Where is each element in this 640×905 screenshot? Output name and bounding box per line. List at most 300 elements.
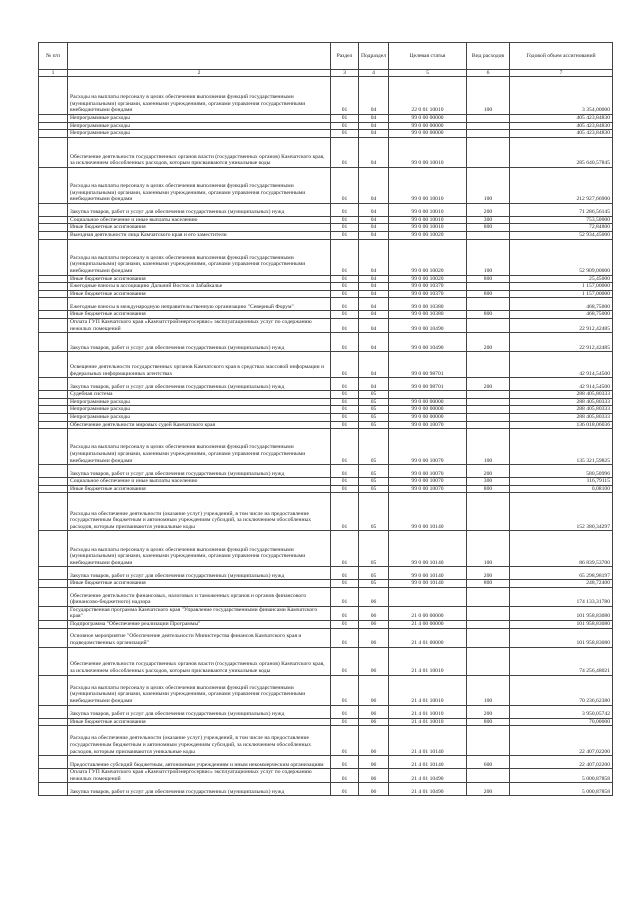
row-number: [39, 580, 68, 588]
row-subsection: 04: [359, 115, 389, 123]
row-expense-type: [467, 352, 510, 378]
row-target-article: 99 0 00 00000: [389, 122, 467, 130]
row-section: 01: [331, 485, 359, 493]
row-expense-type: [467, 769, 510, 783]
table-row: [39, 239, 613, 275]
table-row: [39, 628, 613, 647]
row-section: 01: [331, 77, 359, 115]
row-name: Иные бюджетные ассигнования: [68, 224, 331, 232]
row-name: Расходы на выплаты персоналу в целях обеспечения выполнения функций государственными (муниципальными) органами, казенными учреждениями, органами управления государственными внебюджетными фондами: [68, 239, 331, 275]
row-subsection: 04: [359, 130, 389, 138]
row-section: 01: [331, 378, 359, 391]
row-section: 01: [331, 429, 359, 465]
row-amount: 288 405,80333: [510, 391, 613, 399]
row-number: [39, 567, 68, 580]
row-section: 01: [331, 647, 359, 675]
row-section: 01: [331, 122, 359, 130]
row-expense-type: 100: [467, 77, 510, 115]
row-expense-type: 100: [467, 531, 510, 567]
row-expense-type: 800: [467, 718, 510, 726]
table-header-row: [39, 43, 613, 70]
table-row: [39, 398, 613, 406]
row-amount: 86 839,53700: [510, 531, 613, 567]
row-name: Непрограммные расходы: [68, 398, 331, 406]
row-expense-type: [467, 647, 510, 675]
row-name: Закупка товаров, работ и услуг для обеспечения государственных (муниципальных) нужд: [68, 465, 331, 478]
table-row: [39, 485, 613, 493]
row-name: Оплата ГУП Камчатского края «Камчатстройэнергосервис» эксплуатационных услуг по содержанию нежилых помещений: [68, 769, 331, 783]
row-number: [39, 115, 68, 123]
row-amount: 468,75000: [510, 311, 613, 319]
row-subsection: 04: [359, 378, 389, 391]
row-target-article: 99 0 00 00000: [389, 413, 467, 421]
row-expense-type: 300: [467, 478, 510, 486]
table-row: [39, 224, 613, 232]
row-number: [39, 216, 68, 224]
row-section: 01: [331, 621, 359, 629]
row-number: [39, 283, 68, 291]
row-expense-type: 200: [467, 378, 510, 391]
row-name: Расходы на выплаты персоналу в целях обеспечения выполнения функций государственными (муниципальными) органами, казенными учреждениями, органами управления государственными внебюджетными фондами: [68, 429, 331, 465]
row-section: 01: [331, 311, 359, 319]
row-name: Ежегодные взносы в ассоциацию Дальний Восток и Забайкалье: [68, 283, 331, 291]
row-target-article: 22 0 01 10010: [389, 77, 467, 115]
row-expense-type: [467, 726, 510, 756]
row-number: [39, 77, 68, 115]
row-expense-type: 600: [467, 756, 510, 769]
row-subsection: 06: [359, 756, 389, 769]
row-target-article: 99 0 00 10140: [389, 580, 467, 588]
table-row: [39, 675, 613, 705]
row-target-article: 99 0 00 10070: [389, 485, 467, 493]
row-amount: 65 298,98197: [510, 567, 613, 580]
column-index: 6: [467, 70, 510, 77]
row-expense-type: [467, 137, 510, 167]
row-name: Расходы на выплаты персоналу в целях обеспечения выполнения функций государственными (муниципальными) органами, казенными учреждениями, органами управления государственными внебюджетными фондами: [68, 675, 331, 705]
row-target-article: 21 4 01 00000: [389, 628, 467, 647]
row-target-article: 21 4 01 10010: [389, 675, 467, 705]
row-name: Социальное обеспечение и иные выплаты населению: [68, 216, 331, 224]
row-section: 01: [331, 769, 359, 783]
row-subsection: 04: [359, 137, 389, 167]
row-number: [39, 478, 68, 486]
row-target-article: 99 0 00 10140: [389, 531, 467, 567]
header-section: Раздел: [331, 43, 359, 70]
row-subsection: 06: [359, 783, 389, 796]
row-number: [39, 429, 68, 465]
row-name: Обеспечение деятельности финансовых, налоговых и таможенных органов и органов финансового (финансово-бюджетного) надзора: [68, 587, 331, 606]
row-target-article: 21 4 01 10490: [389, 783, 467, 796]
row-name: Судебная система: [68, 391, 331, 399]
row-section: 01: [331, 413, 359, 421]
row-section: 01: [331, 391, 359, 399]
row-subsection: 04: [359, 311, 389, 319]
row-name: Расходы на обеспечение деятельности (оказание услуг) учреждений, в том числе на предоставление государственным бюджетным и автономным учреждениям субсидий, за исключением обособленных расходов, которым присваиваются уникальные коды: [68, 493, 331, 531]
row-amount: 405 423,84830: [510, 130, 613, 138]
row-amount: 248,72400: [510, 580, 613, 588]
row-amount: 1 157,00000: [510, 290, 613, 298]
table-row: [39, 465, 613, 478]
row-name: Иные бюджетные ассигнования: [68, 485, 331, 493]
table-row: [39, 567, 613, 580]
row-number: [39, 391, 68, 399]
row-section: 01: [331, 718, 359, 726]
table-row: [39, 478, 613, 486]
row-section: 01: [331, 283, 359, 291]
row-name: Обеспечение деятельности государственных органов власти (государственных органов) Камчатского края, за исключением обособленных расходов, которым присваиваются уникальные коды: [68, 137, 331, 167]
row-amount: 212 927,66900: [510, 167, 613, 203]
row-amount: 22 407,02200: [510, 756, 613, 769]
row-section: 01: [331, 298, 359, 311]
row-amount: 25,45000: [510, 275, 613, 283]
row-number: [39, 231, 68, 239]
row-expense-type: [467, 122, 510, 130]
row-number: [39, 621, 68, 629]
row-amount: 405 423,84830: [510, 115, 613, 123]
row-target-article: 99 0 00 10010: [389, 216, 467, 224]
table-row: [39, 137, 613, 167]
row-name: Основное мероприятие "Обеспечение деятельности Министерства финансов Камчатского края и подведомственных организаций": [68, 628, 331, 647]
row-target-article: 99 0 00 10380: [389, 298, 467, 311]
row-subsection: 04: [359, 275, 389, 283]
row-number: [39, 224, 68, 232]
row-amount: 22 912,42485: [510, 318, 613, 332]
row-subsection: 06: [359, 769, 389, 783]
row-name: Непрограммные расходы: [68, 130, 331, 138]
row-expense-type: 200: [467, 705, 510, 718]
row-section: 01: [331, 726, 359, 756]
table-row: [39, 298, 613, 311]
row-target-article: 99 0 00 10010: [389, 203, 467, 216]
table-row: [39, 621, 613, 629]
header-number: № п/п: [39, 43, 68, 70]
row-number: [39, 647, 68, 675]
row-amount: 288 405,80333: [510, 413, 613, 421]
row-expense-type: 200: [467, 567, 510, 580]
row-amount: 152 380,34297: [510, 493, 613, 531]
column-index: 3: [331, 70, 359, 77]
row-name: Иные бюджетные ассигнования: [68, 718, 331, 726]
table-row: [39, 531, 613, 567]
row-name: Выездная деятельности лица Камчатского края и его заместители: [68, 231, 331, 239]
row-amount: 174 133,31780: [510, 587, 613, 606]
row-expense-type: 800: [467, 290, 510, 298]
row-section: 01: [331, 406, 359, 414]
row-number: [39, 378, 68, 391]
table-row: [39, 705, 613, 718]
row-amount: 72,84800: [510, 224, 613, 232]
table-row: [39, 413, 613, 421]
table-row: [39, 311, 613, 319]
row-subsection: 05: [359, 580, 389, 588]
row-section: 01: [331, 705, 359, 718]
row-section: 01: [331, 628, 359, 647]
row-subsection: 05: [359, 429, 389, 465]
row-section: 01: [331, 333, 359, 352]
row-amount: 288 405,80333: [510, 406, 613, 414]
row-subsection: 04: [359, 290, 389, 298]
row-number: [39, 587, 68, 606]
row-amount: 70 236,62380: [510, 675, 613, 705]
row-name: Непрограммные расходы: [68, 406, 331, 414]
table-row: [39, 769, 613, 783]
row-section: 01: [331, 675, 359, 705]
row-expense-type: 100: [467, 239, 510, 275]
row-subsection: 05: [359, 413, 389, 421]
row-section: 01: [331, 421, 359, 429]
row-section: 01: [331, 606, 359, 620]
row-name: Непрограммные расходы: [68, 122, 331, 130]
row-number: [39, 705, 68, 718]
row-subsection: 04: [359, 122, 389, 130]
row-amount: 5 000,87858: [510, 769, 613, 783]
table-row: [39, 606, 613, 620]
row-subsection: 04: [359, 283, 389, 291]
row-target-article: 99 0 00 00000: [389, 398, 467, 406]
row-name: Иные бюджетные ассигнования: [68, 290, 331, 298]
row-number: [39, 275, 68, 283]
row-subsection: 05: [359, 478, 389, 486]
row-subsection: 05: [359, 465, 389, 478]
column-index: 2: [68, 70, 331, 77]
row-subsection: 04: [359, 216, 389, 224]
column-index: 5: [389, 70, 467, 77]
row-amount: 135 321,59825: [510, 429, 613, 465]
row-amount: 3 950,05742: [510, 705, 613, 718]
table-row: [39, 333, 613, 352]
row-expense-type: [467, 130, 510, 138]
row-target-article: 21 4 01 10010: [389, 647, 467, 675]
budget-table: [38, 42, 613, 796]
row-number: [39, 130, 68, 138]
row-number: [39, 493, 68, 531]
table-row: [39, 231, 613, 239]
row-section: 01: [331, 216, 359, 224]
row-target-article: 99 0 00 10010: [389, 224, 467, 232]
row-subsection: 05: [359, 493, 389, 531]
header-annual-amount: Годовой объем ассигнований: [510, 43, 613, 70]
row-name: Непрограммные расходы: [68, 115, 331, 123]
row-expense-type: 800: [467, 224, 510, 232]
table-row: [39, 783, 613, 796]
table-row: [39, 421, 613, 429]
row-expense-type: [467, 606, 510, 620]
row-name: Закупка товаров, работ и услуг для обеспечения государственных (муниципальных) нужд: [68, 705, 331, 718]
row-subsection: 06: [359, 726, 389, 756]
row-subsection: 06: [359, 628, 389, 647]
row-section: 01: [331, 167, 359, 203]
row-target-article: 99 0 00 10490: [389, 333, 467, 352]
row-section: 01: [331, 465, 359, 478]
row-expense-type: 300: [467, 216, 510, 224]
row-expense-type: [467, 493, 510, 531]
row-name: Обеспечение деятельности государственных органов власти (государственных органов) Камчатского края, за исключением обособленных расходов, которым присваиваются уникальные коды: [68, 647, 331, 675]
row-amount: 5 000,87858: [510, 783, 613, 796]
row-name: Иные бюджетные ассигнования: [68, 311, 331, 319]
row-target-article: 99 0 00 10020: [389, 239, 467, 275]
row-target-article: 99 0 00 10380: [389, 311, 467, 319]
row-number: [39, 413, 68, 421]
row-expense-type: [467, 283, 510, 291]
row-section: 01: [331, 130, 359, 138]
row-subsection: 04: [359, 298, 389, 311]
table-row: [39, 580, 613, 588]
row-section: 01: [331, 224, 359, 232]
row-name: Закупка товаров, работ и услуг для обеспечения государственных (муниципальных) нужд: [68, 783, 331, 796]
row-subsection: 06: [359, 705, 389, 718]
row-amount: 22 912,42485: [510, 333, 613, 352]
row-target-article: 21 4 01 10490: [389, 769, 467, 783]
table-row: [39, 587, 613, 606]
row-target-article: 99 0 00 10490: [389, 318, 467, 332]
row-number: [39, 726, 68, 756]
row-subsection: 04: [359, 203, 389, 216]
row-subsection: 05: [359, 485, 389, 493]
table-row: [39, 318, 613, 332]
row-target-article: 99 0 00 10020: [389, 275, 467, 283]
row-expense-type: [467, 406, 510, 414]
row-target-article: 99 0 00 00000: [389, 130, 467, 138]
row-number: [39, 769, 68, 783]
row-number: [39, 485, 68, 493]
row-number: [39, 318, 68, 332]
row-amount: 42 914,54500: [510, 352, 613, 378]
table-row: [39, 378, 613, 391]
row-subsection: 06: [359, 606, 389, 620]
row-name: Оплата ГУП Камчатского края «Камчатстройэнергосервис» эксплуатационных услуг по содержанию нежилых помещений: [68, 318, 331, 332]
column-index: 1: [39, 70, 68, 77]
row-name: Государственная программа Камчатского края "Управление государственными финансами Камчатского края": [68, 606, 331, 620]
row-number: [39, 531, 68, 567]
row-amount: 42 914,54500: [510, 378, 613, 391]
row-target-article: 99 0 00 10070: [389, 465, 467, 478]
table-row: [39, 275, 613, 283]
row-amount: 405 423,84830: [510, 122, 613, 130]
row-amount: 1 157,00000: [510, 283, 613, 291]
row-section: 01: [331, 352, 359, 378]
row-name: Подпрограмма "Обеспечение реализации Программы": [68, 621, 331, 629]
row-subsection: 06: [359, 621, 389, 629]
row-section: 01: [331, 783, 359, 796]
row-section: 01: [331, 493, 359, 531]
row-number: [39, 122, 68, 130]
row-section: 01: [331, 203, 359, 216]
row-subsection: 04: [359, 224, 389, 232]
row-number: [39, 311, 68, 319]
row-amount: 288 405,80333: [510, 398, 613, 406]
column-index: 4: [359, 70, 389, 77]
row-section: 01: [331, 115, 359, 123]
table-row: [39, 130, 613, 138]
row-number: [39, 406, 68, 414]
row-number: [39, 352, 68, 378]
row-expense-type: 800: [467, 580, 510, 588]
row-number: [39, 333, 68, 352]
row-expense-type: 100: [467, 167, 510, 203]
row-target-article: 21 4 00 00000: [389, 621, 467, 629]
row-name: Закупка товаров, работ и услуг для обеспечения государственных (муниципальных) нужд: [68, 333, 331, 352]
row-expense-type: 200: [467, 203, 510, 216]
row-amount: 468,75000: [510, 298, 613, 311]
row-expense-type: [467, 621, 510, 629]
row-expense-type: 200: [467, 333, 510, 352]
row-subsection: 04: [359, 333, 389, 352]
row-target-article: 99 0 00 10070: [389, 429, 467, 465]
row-target-article: 21 4 01 10010: [389, 718, 467, 726]
row-expense-type: [467, 421, 510, 429]
row-target-article: 99 0 00 10370: [389, 290, 467, 298]
row-section: 01: [331, 580, 359, 588]
row-name: Освещение деятельности государственных органов Камчатского края в средствах массовой информации и федеральных информационных агентствах: [68, 352, 331, 378]
row-subsection: 06: [359, 718, 389, 726]
row-amount: 22 407,02200: [510, 726, 613, 756]
row-subsection: 06: [359, 587, 389, 606]
row-number: [39, 783, 68, 796]
row-amount: 52 934,45000: [510, 231, 613, 239]
row-target-article: 99 0 00 10070: [389, 421, 467, 429]
row-expense-type: [467, 391, 510, 399]
row-amount: 3 354,00000: [510, 77, 613, 115]
table-row: [39, 647, 613, 675]
row-section: 01: [331, 756, 359, 769]
table-row: [39, 167, 613, 203]
row-target-article: 21 4 01 10140: [389, 756, 467, 769]
row-number: [39, 290, 68, 298]
row-expense-type: 800: [467, 485, 510, 493]
row-name: Непрограммные расходы: [68, 413, 331, 421]
row-section: 01: [331, 275, 359, 283]
row-amount: 136 018,06036: [510, 421, 613, 429]
row-target-article: 99 0 00 10140: [389, 493, 467, 531]
row-target-article: 99 0 00 10020: [389, 231, 467, 239]
row-target-article: 99 0 00 10010: [389, 167, 467, 203]
row-name: Обеспечение деятельности мировых судей Камчатского края: [68, 421, 331, 429]
header-expense-type: Вид расходов: [467, 43, 510, 70]
table-row: [39, 203, 613, 216]
table-row: [39, 429, 613, 465]
row-amount: 52 909,00000: [510, 239, 613, 275]
table-row: [39, 77, 613, 115]
row-expense-type: [467, 231, 510, 239]
row-amount: 285 640,57845: [510, 137, 613, 167]
row-number: [39, 298, 68, 311]
row-section: 01: [331, 478, 359, 486]
row-name: Расходы на выплаты персоналу в целях обеспечения выполнения функций государственными (муниципальными) органами, казенными учреждениями, органами управления государственными внебюджетными фондами: [68, 167, 331, 203]
row-number: [39, 675, 68, 705]
table-row: [39, 756, 613, 769]
row-name: Расходы на выплаты персоналу в целях обеспечения выполнения функций государственными (муниципальными) органами, казенными учреждениями, органами управления государственными внебюджетными фондами: [68, 531, 331, 567]
table-row: [39, 726, 613, 756]
row-section: 01: [331, 531, 359, 567]
row-expense-type: [467, 115, 510, 123]
row-target-article: 21 4 01 10010: [389, 705, 467, 718]
row-expense-type: 800: [467, 311, 510, 319]
row-section: 01: [331, 290, 359, 298]
row-expense-type: 100: [467, 429, 510, 465]
row-amount: 74 256,48021: [510, 647, 613, 675]
column-index-row: [39, 70, 613, 77]
row-amount: 753,50000: [510, 216, 613, 224]
table-row: [39, 352, 613, 378]
row-number: [39, 628, 68, 647]
row-subsection: 06: [359, 675, 389, 705]
row-expense-type: 800: [467, 275, 510, 283]
row-number: [39, 137, 68, 167]
table-row: [39, 283, 613, 291]
row-subsection: 05: [359, 391, 389, 399]
row-subsection: 04: [359, 167, 389, 203]
row-expense-type: [467, 413, 510, 421]
